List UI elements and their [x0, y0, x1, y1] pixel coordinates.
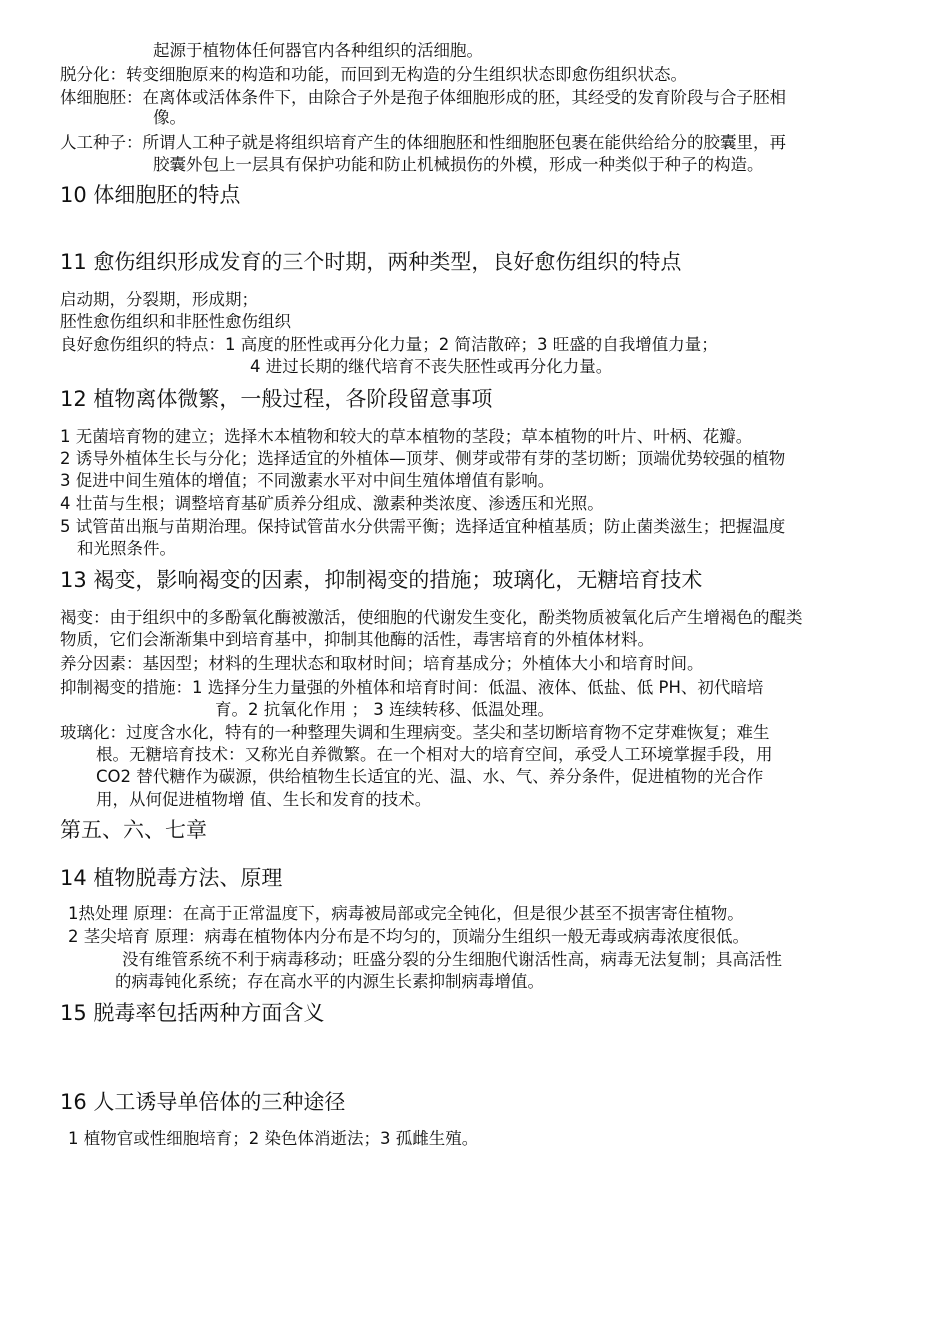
section-14-line: 1热处理 原理：在高于正常温度下，病毒被局部或完全钝化，但是很少甚至不损害寄住植物。 [68, 904, 744, 923]
section-13-line: 根。无糖培育技术：又称光自养微繁。在一个相对大的培育空间，承受人工环境掌握手段，用 [96, 745, 773, 764]
section-12-line: 2 诱导外植体生长与分化；选择适宜的外植体—顶芽、侧芽或带有芽的茎切断；顶端优势较强的植物 [60, 449, 786, 468]
section-10-heading: 10 体细胞胚的特点 [60, 183, 241, 207]
section-14-line: 没有维管系统不利于病毒移动；旺盛分裂的分生细胞代谢活性高，病毒无法复制；具高活性 [122, 950, 782, 969]
section-11-line: 4 进过长期的继代培育不丧失胚性或再分化力量。 [250, 357, 613, 376]
section-11-heading: 11 愈伤组织形成发育的三个时期，两种类型，良好愈伤组织的特点 [60, 250, 682, 274]
section-14-line: 2 茎尖培育 原理：病毒在植物体内分布是不均匀的，顶端分生组织一般无毒或病毒浓度很低。 [68, 927, 749, 946]
section-13-line: 养分因素：基因型；材料的生理状态和取材时间；培育基成分；外植体大小和培育时间。 [60, 654, 704, 673]
section-13-line: 玻璃化：过度含水化，特有的一种整理失调和生理病变。茎尖和茎切断培育物不定芽难恢复；难生 [60, 723, 770, 742]
definition-line: 体细胞胚：在离体或活体条件下，由除合子外是孢子体细胞形成的胚，其经受的发育阶段与合子胚相 [60, 88, 786, 107]
section-11-line: 启动期，分裂期，形成期； [60, 290, 258, 309]
chapter-heading: 第五、六、七章 [60, 818, 207, 842]
section-11-line: 胚性愈伤组织和非胚性愈伤组织 [60, 312, 291, 331]
definition-line: 胶囊外包上一层具有保护功能和防止机械损伤的外模，形成一种类似于种子的构造。 [153, 155, 764, 174]
section-13-line: 用，从何促进植物增 值、生长和发育的技术。 [96, 790, 432, 809]
section-12-heading: 12 植物离体微繁，一般过程，各阶段留意事项 [60, 387, 493, 411]
section-13-line: 育。2 抗氧化作用 ； 3 连续转移、低温处理。 [215, 700, 554, 719]
section-11-line: 良好愈伤组织的特点：1 高度的胚性或再分化力量；2 简洁散碎；3 旺盛的自我增值力量； [60, 335, 718, 354]
definition-line: 像。 [153, 108, 186, 127]
section-16-line: 1 植物官或性细胞培育；2 染色体消逝法；3 孤雌生殖。 [68, 1129, 479, 1148]
section-14-heading: 14 植物脱毒方法、原理 [60, 866, 283, 890]
section-13-line: 抑制褐变的措施：1 选择分生力量强的外植体和培育时间：低温、液体、低盐、低 PH、初代暗培 [60, 678, 764, 697]
section-13-line: CO2 替代糖作为碳源，供给植物生长适宜的光、温、水、气、养分条件，促进植物的光合作 [96, 767, 764, 786]
section-12-line: 和光照条件。 [77, 539, 176, 558]
section-12-line: 3 促进中间生殖体的增值；不同激素水平对中间生殖体增值有影响。 [60, 471, 555, 490]
section-13-line: 物质，它们会渐渐集中到培育基中，抑制其他酶的活性，毒害培育的外植体材料。 [60, 630, 654, 649]
section-16-heading: 16 人工诱导单倍体的三种途径 [60, 1090, 346, 1114]
section-12-line: 4 壮苗与生根；调整培育基矿质养分组成、激素种类浓度、渗透压和光照。 [60, 494, 604, 513]
section-13-heading: 13 褐变，影响褐变的因素，抑制褐变的措施；玻璃化，无糖培育技术 [60, 568, 703, 592]
definition-line: 人工种子：所谓人工种子就是将组织培育产生的体细胞胚和性细胞胚包裹在能供给给分的胶囊里，再 [60, 133, 786, 152]
definition-line: 起源于植物体任何器官内各种组织的活细胞。 [153, 41, 483, 60]
definition-line: 脱分化：转变细胞原来的构造和功能，而回到无构造的分生组织状态即愈伤组织状态。 [60, 65, 687, 84]
section-14-line: 的病毒钝化系统；存在高水平的内源生长素抑制病毒增值。 [115, 972, 544, 991]
section-12-line: 1 无菌培育物的建立；选择木本植物和较大的草本植物的茎段；草本植物的叶片、叶柄、花瓣。 [60, 427, 753, 446]
section-12-line: 5 试管苗出瓶与苗期治理。保持试管苗水分供需平衡；选择适宜种植基质；防止菌类滋生；把握温度 [60, 517, 786, 536]
section-13-line: 褐变：由于组织中的多酚氧化酶被激活，使细胞的代谢发生变化，酚类物质被氧化后产生增褐色的醌类 [60, 608, 803, 627]
section-15-heading: 15 脱毒率包括两种方面含义 [60, 1001, 325, 1025]
